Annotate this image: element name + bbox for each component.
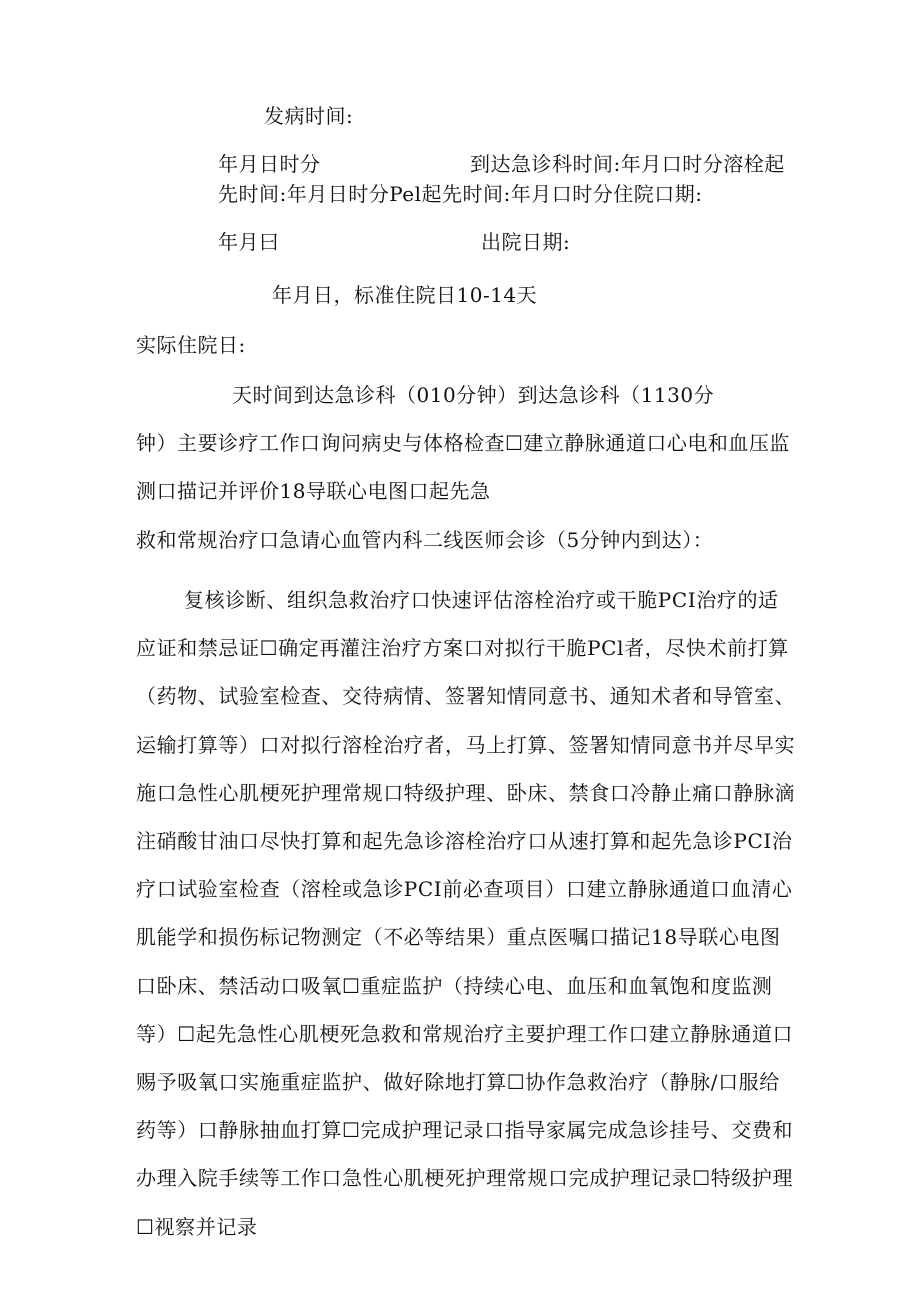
onset-date-fields: 年月日时分	[218, 152, 321, 176]
intro-line-3: 测口描记并评价18导联心电图口起先急	[136, 479, 491, 503]
arrival-time-field: 到达急诊科时间:年月口时分溶栓起	[470, 152, 785, 176]
standard-stay-line: 年月日，标准住院日10-14天	[272, 283, 538, 307]
actual-stay-label: 实际住院日:	[136, 333, 246, 357]
discharge-date-label: 出院日期:	[481, 230, 571, 254]
main-paragraph: 复核诊断、组织急救治疗口快速评估溶栓治疗或干脆PCI治疗的适应证和禁忌证☐确定再灌注治疗方案口对拟行干脆PCl者，尽快术前打算（药物、试验室检查、交待病情、签署知情同意书、通知术者和导管室、运输打算等）口对拟行溶栓治疗者，马上打算、签署知情同意书并尽早实施口急性心肌梗死护理常规口特级护理、卧床、禁食口冷静止痛口静脉滴注硝酸甘油口尽快打算和起先急诊溶栓治疗口从速打算和起先急诊PCI治疗口试验室检查（溶栓或急诊PCI前必查项目）口建立静脉通道口血清心肌能学和损伤标记物测定（不必等结果）重点医嘱口描记18导联心电图口卧床、禁活动口吸氧☐重症监护（持续心电、血压和血氧饱和度监测等）☐起先急性心肌梗死急救和常规治疗主要护理工作口建立静脉通道口赐予吸氧口实施重症监护、做好除地打算☐协作急救治疗（静脉/口服给药等）口静脉抽血打算☐完成护理记录口指导家属完成急诊挂号、交费和办理入院手续等工作口急性心肌梗死护理常规口完成护理记录☐特级护理☐视察并记录	[136, 588, 796, 1239]
intro-line-2: 钟）主要诊疗工作口询问病史与体格检查☐建立静脉通道口心电和血压监	[136, 431, 790, 455]
admission-date-fields: 年月曰	[218, 230, 280, 254]
onset-time-label: 发病时间:	[264, 104, 354, 128]
thrombolysis-time-field: 先时间:年月日时分Pel起先时间:年月口时分住院口期:	[218, 182, 703, 206]
consultation-line: 救和常规治疗口急请心血管内科二线医师会诊（5分钟内到达）：	[136, 528, 714, 552]
intro-paragraph-start: 天时间到达急诊科（010分钟）到达急诊科（1130分	[232, 383, 715, 407]
